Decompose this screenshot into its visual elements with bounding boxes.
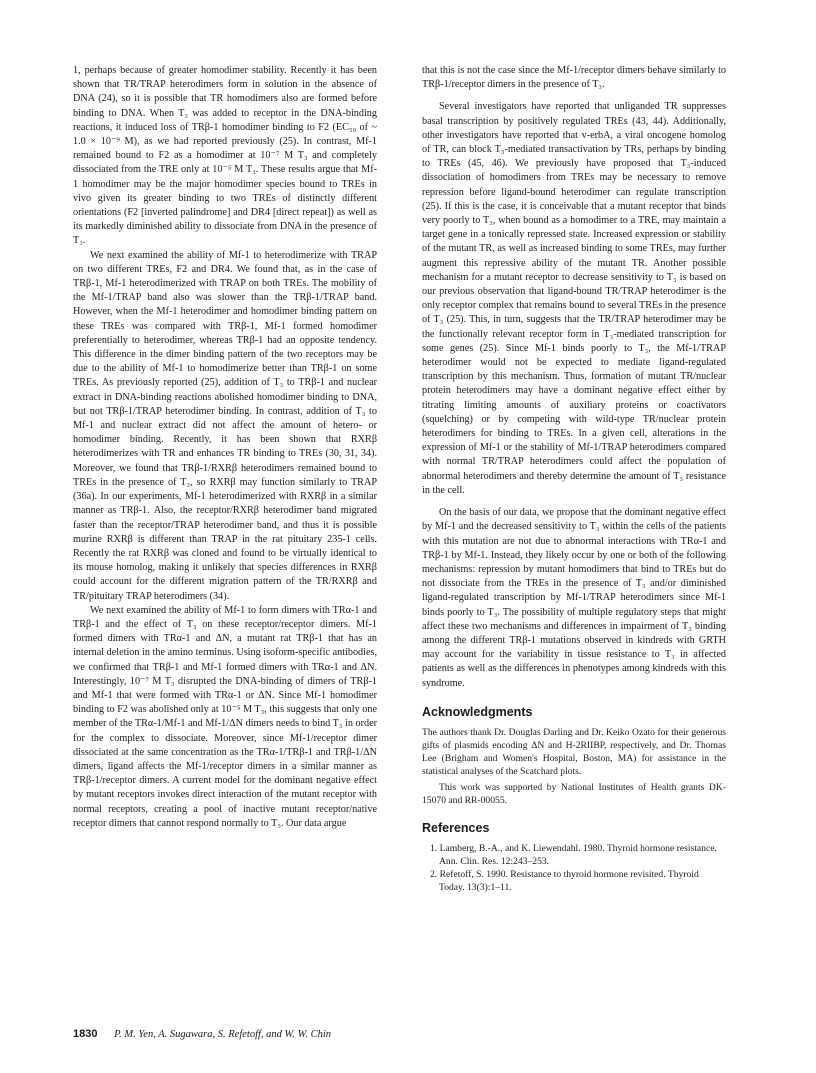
paragraph: We next examined the ability of Mf-1 to heterodimerize with TRAP on two different TREs, F2 and DR4. We found that, as in the case of TRβ-1, Mf-1 heterodimerized with TRAP on both TREs. The mobility of the Mf-1/TRAP band also was slower than the TRβ-1/TRAP band. However, when the Mf-1 heterodimer and homodimer binding pattern on these TREs was compared with TRβ-1, Mf-1 formed homodimer preferentially to heterodimer, whereas TRβ-1 had an opposite tendency. This difference in the dimer binding pattern of the two receptors may be due to the ability of Mf-1 to homodimerize better than TRβ-1 on some TREs. As previously reported (25), addition of T₃ to TRβ-1 and nuclear extract in DNA-binding reactions abolished homodimer binding to DNA, but not TRβ-1/TRAP heterodimer binding. In contrast, addition of T₃ to Mf-1 and nuclear extract did not affect the amount of hetero- or homodimer binding. Recently, it has been shown that RXRβ heterodimerizes with TR and enhances TR binding to TREs (30, 31, 34). Moreover, we found that TRβ-1/RXRβ heterodimers remained bound to TREs in the presence of T₃, so RXRβ may function similarly to TRAP (36a). In our experiments, Mf-1 heterodimerized with RXRβ in a similar manner as TRβ-1. Also, the receptor/RXRβ heterodimer band migrated faster than the receptor/TRAP heterodimer band, and thus it is possible murine RXRβ is different than TRAP in the rat pituitary 235-1 cells. Recently the rat RXRβ was cloned and found to be virtually identical to its mouse homolog, making it unlikely that species differences in RXRβ could account for the different migration pattern of the TR/RXRβ and TR/pituitary TRAP heterodimers (34). bbox=[73, 249, 377, 602]
left-column bbox=[73, 64, 377, 831]
paragraph: that this is not the case since the Mf-1/receptor dimers behave similarly to TRβ-1/receptor dimers in the presence of T₃. bbox=[422, 65, 726, 91]
paragraph: 1, perhaps because of greater homodimer stability. Recently it has been shown that TR/TRAP heterodimers form in solution in the absence of DNA (24), so it is possible that TR homodimers also are formed before binding to DNA. When T₃ was added to receptor in the DNA-binding reactions, it induced loss of TRβ-1 homodimer binding to F2 (EC₅₀ of ~ 1.0 × 10⁻⁹ M), as we had reported previously (25). In contrast, Mf-1 remained bound to F2 as a homodimer at 10⁻⁷ M T₃ and completely dissociated from the TRE only at 10⁻⁵ M T₃. These results argue that Mf-1 homodimer may be the major homodimer species bound to TREs in vivo given its greater binding to two TREs of distinctly different orientations (F2 [inverted palindrome] and DR4 [direct repeat]) as well as its markedly diminished ability to dissociate from DNA in the presence of T₃. bbox=[73, 65, 377, 247]
paragraph: Several investigators have reported that unliganded TR suppresses basal transcription by positively regulated TREs (43, 44). Additionally, other investigators have reported that v-erbA, a viral oncogene homolog of TR, can block T₃-mediated transactivation by TRs, perhaps by binding to TREs (45, 46). We previously have proposed that T₃-induced dissociation of homodimers from TREs may be necessary to remove repression before ligand-bound heterodimer can regulate transcription (25). If this is the case, it is conceivable that a mutant receptor that binds very poorly to T₃, when bound as a homodimer to a TRE, may maintain a target gene in a tonically repressed state. Increased expression or stability of the mutant TR, as well as increased binding to some TREs, may further augment this repressive ability of the mutant TR. Another possible mechanism for a mutant receptor to decrease sensitivity to T₃ is based on our previous observation that ligand-bound TR/TRAP heterodimer is the only receptor complex that remains bound to several TREs in the presence of T₃ (25). This, in turn, suggests that the TR/TRAP heterodimer may be the functionally relevant receptor form in T₃-mediated transcription for some genes (25). Since Mf-1 binds poorly to T₃, the Mf-1/TRAP heterodimer would not be expected to mediate ligand-regulated transcription by this mechanism. Thus, formation of mutant TR/nuclear protein heterodimers may have a dominant negative effect either by titrating limiting amounts of auxiliary proteins or coactivators (squelching) or by competing with wild-type TR/nuclear protein heterodimers for binding to TREs. In a given cell, alterations in the expression of Mf-1 or the stability of Mf-1/TRAP heterodimers compared with normal TR/TRAP heterodimers could affect the population of abnormal heterodimers and thereby determine the amount of T₃ resistance in the cell. bbox=[422, 101, 726, 496]
reference-item: 2. Refetoff, S. 1990. Resistance to thyroid hormone revisited. Thyroid Today. 13(3):1–11. bbox=[430, 868, 699, 893]
references-heading: References bbox=[422, 820, 490, 835]
reference-item: 1. Lamberg, B.-A., and K. Liewendahl. 1980. Thyroid hormone resistance. Ann. Clin. Res. 12:243–253. bbox=[430, 842, 717, 867]
right-column bbox=[422, 64, 726, 894]
funding-text: This work was supported by National Institutes of Health grants DK-15070 and RR-00055. bbox=[422, 781, 726, 806]
acknowledgments-section bbox=[422, 726, 726, 807]
running-authors: P. M. Yen, A. Sugawara, S. Refetoff, and W. W. Chin bbox=[114, 1029, 332, 1040]
acknowledgments-heading: Acknowledgments bbox=[422, 704, 533, 719]
reference-list bbox=[422, 842, 726, 894]
page-footer bbox=[73, 1028, 331, 1040]
paragraph: We next examined the ability of Mf-1 to form dimers with TRα-1 and TRβ-1 and the effect of T₃ on these receptor/receptor dimers. Mf-1 formed dimers with TRα-1 and ΔN, a mutant rat TRβ-1 that has an internal deletion in the amino terminus. Using isoform-specific antibodies, we confirmed that TRβ-1 and Mf-1 formed dimers with TRα-1 and ΔN. Interestingly, 10⁻⁷ M T₃ disrupted the DNA-binding of dimers of TRβ-1 and Mf-1 that were formed with TRα-1 or ΔN. Since Mf-1 homodimer binding to F2 was abolished only at 10⁻⁵ M T₃, this suggests that only one member of the TRα-1/Mf-1 and Mf-1/ΔN dimers needs to bind T₃ in order for the complex to dissociate. Moreover, since Mf-1/receptor dimer dissociated at the same concentration as the TRα-1/TRβ-1 and TRβ-1/ΔN dimers, ligand affects the Mf-1/receptor dimers in a similar manner as TRβ-1/receptor dimers. A current model for the dominant negative effect by mutant receptors invokes direct interaction of the mutant receptor with normal receptors, creating a pool of inactive mutant receptor/native receptor dimers that cannot respond normally to T₃. Our data argue bbox=[73, 604, 377, 829]
acknowledgments-text: The authors thank Dr. Douglas Darling and Dr. Keiko Ozato for their generous gifts of plasmids encoding ΔN and H-2RIIBP, respectively, and Dr. Thomas Lee (Brigham and Women's Hospital, Boston, MA) for assistance in the statistical analyses of the Scatchard plots. bbox=[422, 726, 726, 777]
paragraph: On the basis of our data, we propose that the dominant negative effect by Mf-1 and the decreased sensitivity to T₃ within the cells of the patients with this mutation are not due to abnormal interactions with TRα-1 and TRβ-1 by Mf-1. Instead, they likely occur by one or both of the following mechanisms: repression by mutant homodimers that bind to TREs but do not dissociate from the TREs in the presence of T₃ and/or diminished ligand-regulated transcription by Mf-1/TRAP heterodimers since Mf-1 binds poorly to T₃. The possibility of multiple regulatory steps that might affect these two mechanisms and differences in impairment of T₃ binding among the different TRβ-1 mutations observed in kindreds with GRTH may account for the variability in tissue resistance to T₃ in affected patients as well as the differences in phenotypes among kindreds with this syndrome. bbox=[422, 507, 726, 689]
page-number: 1830 bbox=[73, 1028, 98, 1040]
